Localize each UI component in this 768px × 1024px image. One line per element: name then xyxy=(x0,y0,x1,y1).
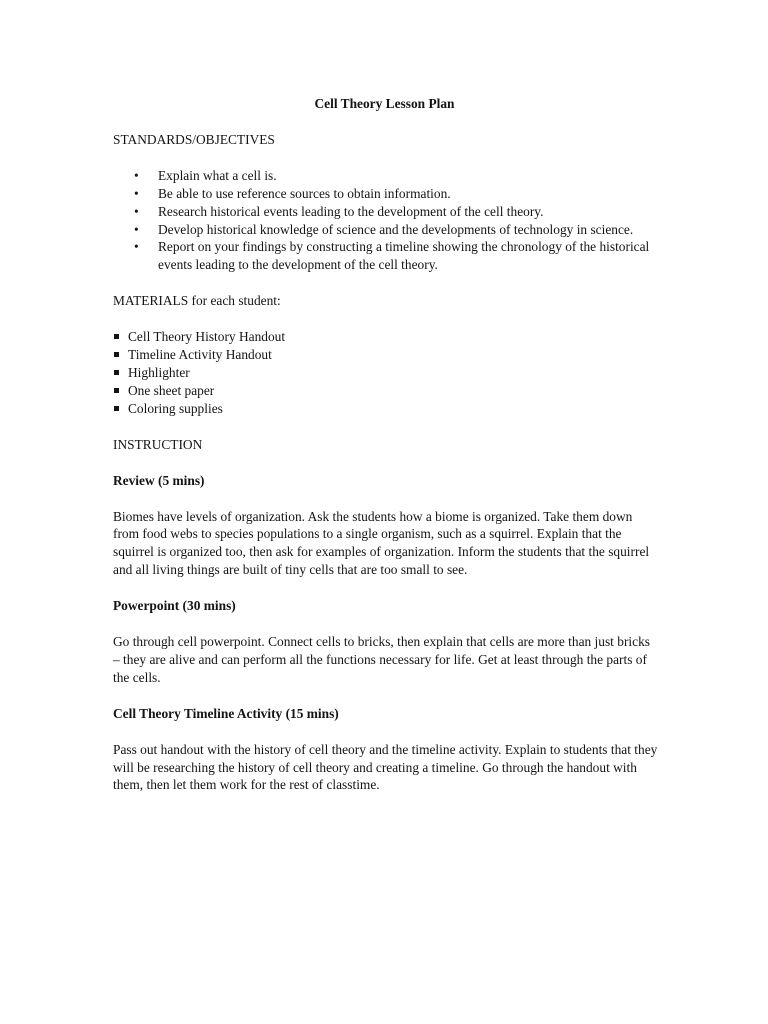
square-bullet-icon xyxy=(114,334,119,339)
list-item xyxy=(113,364,658,382)
objectives-list xyxy=(113,167,658,274)
section-title-review: Review (5 mins) xyxy=(113,472,205,488)
section-text-powerpoint: Go through cell powerpoint. Connect cells to bricks, then explain that cells are more than just bricks – they are alive and can perform all the functions necessary for life. Get at least through the parts of the cells. xyxy=(113,634,650,685)
bullet-icon: • xyxy=(134,239,139,255)
section-text-timeline-activity: Pass out handout with the history of cell theory and the timeline activity. Explain to students that they will be researching the history of cell theory and creating a timeline. Go through the handout with them, then let them work for the rest of classtime. xyxy=(113,741,658,793)
list-item-text: Research historical events leading to the development of the cell theory. xyxy=(158,203,544,219)
list-item-text: Report on your findings by constructing a timeline showing the chronology of the historical events leading to the development of the cell theory. xyxy=(158,239,650,273)
list-item xyxy=(113,238,658,274)
square-bullet-icon xyxy=(114,406,119,411)
instruction-heading: INSTRUCTION xyxy=(113,436,203,452)
list-item-text: One sheet paper xyxy=(128,382,215,398)
bullet-icon: • xyxy=(134,203,139,219)
bullet-icon: • xyxy=(134,221,139,237)
list-item xyxy=(113,382,658,400)
section-title-timeline-activity: Cell Theory Timeline Activity (15 mins) xyxy=(113,705,339,721)
list-item xyxy=(113,185,658,203)
section-text-review: Biomes have levels of organization. Ask the students how a biome is organized. Take them down from food webs to species populations to a single organism, such as a squirrel. Explain that the squirrel is organized too, then ask for examples of organization. Inform the students that the squirrel and all living things are built of tiny cells that are too small to see. xyxy=(113,508,650,578)
square-bullet-icon xyxy=(114,388,119,393)
list-item-text: Highlighter xyxy=(128,364,190,380)
document-title: Cell Theory Lesson Plan xyxy=(314,96,455,111)
list-item xyxy=(113,346,658,364)
list-item-text: Develop historical knowledge of science and the developments of technology in science. xyxy=(158,221,634,237)
list-item-text: Coloring supplies xyxy=(128,400,223,416)
list-item xyxy=(113,328,658,346)
section-title-powerpoint: Powerpoint (30 mins) xyxy=(113,598,236,614)
list-item-text: Cell Theory History Handout xyxy=(128,329,286,345)
bullet-icon: • xyxy=(134,185,139,201)
list-item-text: Timeline Activity Handout xyxy=(128,347,272,363)
list-item-text: Explain what a cell is. xyxy=(158,167,277,183)
materials-heading: MATERIALS for each student: xyxy=(113,293,281,309)
square-bullet-icon xyxy=(114,352,119,357)
list-item xyxy=(113,221,658,239)
list-item xyxy=(113,400,658,418)
standards-heading: STANDARDS/OBJECTIVES xyxy=(113,131,275,147)
list-item-text: Be able to use reference sources to obtain information. xyxy=(158,185,451,201)
list-item xyxy=(113,203,658,221)
materials-list xyxy=(113,328,658,418)
list-item xyxy=(113,167,658,185)
square-bullet-icon xyxy=(114,370,119,375)
document-page xyxy=(113,95,658,794)
bullet-icon: • xyxy=(134,167,139,183)
